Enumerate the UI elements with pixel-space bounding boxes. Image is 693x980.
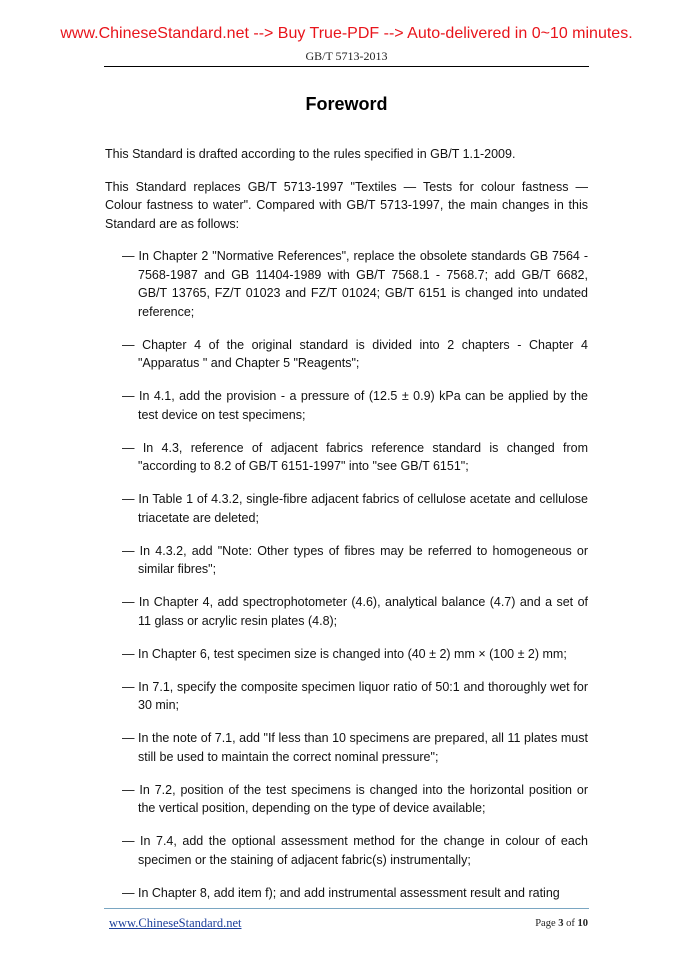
change-item: — In 4.3.2, add "Note: Other types of fibres may be referred to homogeneous or similar fibres";	[122, 543, 588, 576]
standard-number-header: GB/T 5713-2013	[305, 49, 388, 63]
footer-website-link[interactable]: www.ChineseStandard.net	[109, 916, 242, 930]
change-item: — In 4.1, add the provision - a pressure of (12.5 ± 0.9) kPa can be applied by the test device on test specimens;	[122, 389, 588, 422]
change-item: — In 7.4, add the optional assessment method for the change in colour of each specimen or the staining of adjacent fabric(s) instrumentally;	[122, 834, 588, 867]
footer-divider	[104, 908, 589, 909]
change-item: — In the note of 7.1, add "If less than 10 specimens are prepared, all 11 plates must still be used to maintain the correct nominal pressure";	[122, 731, 588, 764]
intro-paragraph: This Standard is drafted according to the rules specified in GB/T 1.1-2009.	[105, 147, 516, 161]
header-divider	[104, 66, 589, 67]
replacement-paragraph: This Standard replaces GB/T 5713-1997 "Textiles — Tests for colour fastness — Colour fastness to water". Compared with GB/T 5713-1997, the main changes in this Standard are as follows:	[105, 179, 588, 231]
document-body	[105, 145, 588, 917]
change-item: — In Chapter 8, add item f); and add instrumental assessment result and rating	[122, 885, 560, 900]
page-title: Foreword	[305, 94, 388, 114]
page-word: Page	[535, 918, 556, 929]
page-number	[535, 918, 588, 929]
change-item: — In 4.3, reference of adjacent fabrics reference standard is changed from "according to 8.2 of GB/T 6151-1997" into "see GB/T 6151";	[122, 440, 588, 473]
change-item: — Chapter 4 of the original standard is divided into 2 chapters - Chapter 4 "Apparatus " and Chapter 5 "Reagents";	[122, 337, 588, 370]
change-item: — In 7.2, position of the test specimens is changed into the horizontal position or the vertical position, depending on the type of device available;	[122, 782, 588, 815]
change-item: — In Chapter 2 "Normative References", replace the obsolete standards GB 7564 - 7568-1987 and GB 11404-1989 with GB/T 7568.1 - 7568.7; add GB/T 6682, GB/T 13765, FZ/T 01023 and FZ/T 01024; GB/T 6151 is changed into undated reference;	[122, 249, 588, 319]
change-item: — In Chapter 4, add spectrophotometer (4.6), analytical balance (4.7) and a set of 11 glass or acrylic resin plates (4.8);	[122, 595, 588, 628]
promo-banner[interactable]: www.ChineseStandard.net --> Buy True-PDF --> Auto-delivered in 0~10 minutes.	[60, 25, 633, 42]
changes-list	[105, 247, 588, 902]
page-current: 3	[558, 918, 564, 929]
change-item: — In 7.1, specify the composite specimen liquor ratio of 50:1 and thoroughly wet for 30 min;	[122, 679, 588, 712]
change-item: — In Table 1 of 4.3.2, single-fibre adjacent fabrics of cellulose acetate and cellulose triacetate are deleted;	[122, 492, 588, 525]
page-of: of	[566, 918, 575, 929]
page-total: 10	[577, 918, 588, 929]
change-item: — In Chapter 6, test specimen size is changed into (40 ± 2) mm × (100 ± 2) mm;	[122, 646, 567, 661]
